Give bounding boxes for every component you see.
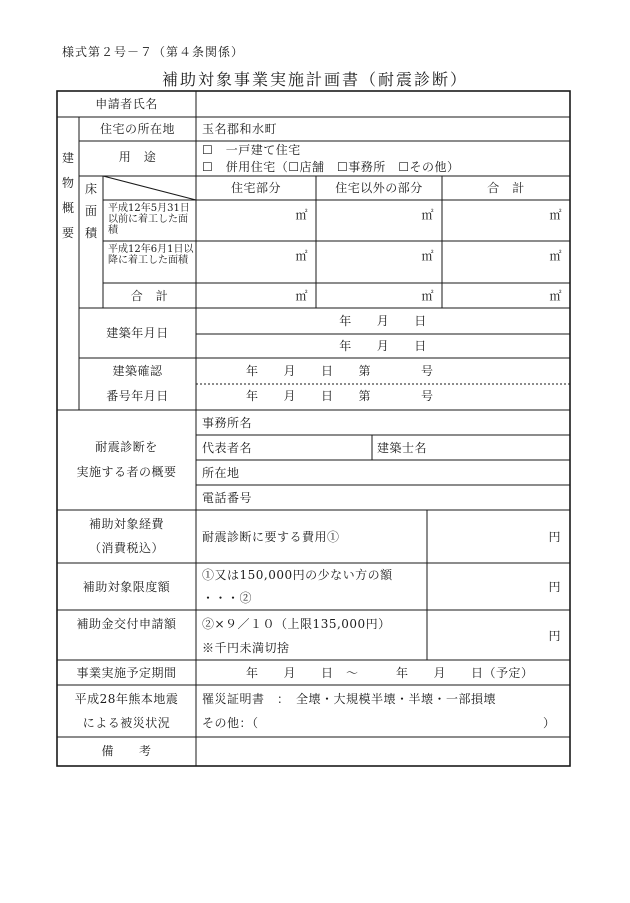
col-total: 合 計: [487, 181, 525, 195]
col-nonresidential: 住宅以外の部分: [335, 181, 423, 195]
usage-option-detached[interactable]: ☐ 一戸建て住宅: [202, 143, 301, 157]
col-residential: 住宅部分: [230, 181, 281, 195]
disaster-other-field[interactable]: その他：（: [202, 716, 259, 730]
address-field[interactable]: 玉名郡和水町: [202, 122, 278, 136]
confirm-line-1[interactable]: 年 月 日 第 号: [246, 364, 434, 378]
row-after-label: 平成12年6月1日以降に着工した面積: [108, 244, 194, 266]
representative-field[interactable]: 代表者名: [202, 441, 253, 455]
disaster-label-2: による被災状況: [82, 716, 171, 730]
limit-label: 補助対象限度額: [82, 580, 171, 594]
form-number: 様式第２号－７（第４条関係）: [62, 45, 245, 59]
location-field[interactable]: 所在地: [202, 466, 240, 480]
floor-area-label: 床面積: [84, 182, 97, 240]
address-label: 住宅の所在地: [99, 122, 175, 136]
applicant-label: 申請者氏名: [95, 97, 158, 111]
row-sum-label: 合 計: [130, 289, 169, 303]
area-unit: ㎡: [549, 208, 562, 222]
period-field[interactable]: 年 月 日 ～ 年 月 日（予定）: [246, 666, 534, 680]
architect-field[interactable]: 建築士名: [377, 441, 428, 455]
area-unit: ㎡: [421, 249, 434, 263]
disaster-close-paren: ）: [543, 716, 556, 730]
usage-label: 用 途: [118, 150, 157, 164]
confirm-label: 建築確認: [112, 364, 163, 378]
disaster-label-1: 平成28年熊本地震: [74, 692, 179, 706]
limit-amount-field[interactable]: 円: [548, 580, 561, 594]
remarks-label: 備 考: [101, 744, 152, 758]
built-date-line-1[interactable]: 年 月 日: [339, 314, 427, 328]
grant-amount-field[interactable]: 円: [548, 629, 561, 643]
usage-option-mixed[interactable]: ☐ 併用住宅（☐店舗 ☐事務所 ☐その他）: [202, 160, 460, 174]
area-unit: ㎡: [421, 289, 434, 303]
limit-desc-2: ・・・②: [202, 591, 253, 605]
built-date-line-2[interactable]: 年 月 日: [339, 339, 427, 353]
area-unit: ㎡: [421, 208, 434, 222]
area-unit: ㎡: [295, 249, 308, 263]
office-name-field[interactable]: 事務所名: [202, 416, 253, 430]
area-unit: ㎡: [549, 249, 562, 263]
cost-label-2: （消費税込）: [88, 541, 164, 555]
page-title: 補助対象事業実施計画書（耐震診断）: [161, 70, 468, 89]
cost-desc: 耐震診断に要する費用①: [202, 530, 340, 544]
grant-desc-2: ※千円未満切捨: [202, 641, 290, 655]
confirm-date-label: 番号年月日: [106, 389, 169, 403]
built-date-label: 建築年月日: [106, 326, 169, 340]
disaster-certificate-options[interactable]: 罹災証明書 ： 全壊・大規模半壊・半壊・一部損壊: [202, 692, 497, 706]
cost-amount-field[interactable]: 円: [548, 530, 561, 544]
row-before-label: 平成12年5月31日以前に着工した面積: [108, 203, 190, 236]
confirm-line-2[interactable]: 年 月 日 第 号: [246, 389, 434, 403]
cost-label-1: 補助対象経費: [88, 517, 164, 531]
diagnosis-label-2: 実施する者の概要: [76, 465, 177, 479]
area-unit: ㎡: [295, 289, 308, 303]
building-section-label: 建物概要: [61, 151, 74, 240]
period-label: 事業実施予定期間: [76, 666, 177, 680]
remarks-field[interactable]: [202, 744, 562, 760]
phone-field[interactable]: 電話番号: [202, 491, 253, 505]
area-unit: ㎡: [295, 208, 308, 222]
grant-label: 補助金交付申請額: [76, 617, 177, 631]
grant-desc-1: ②×９／１０（上限135,000円）: [202, 617, 391, 631]
diagnosis-label-1: 耐震診断を: [95, 440, 158, 454]
limit-desc-1: ①又は150,000円の少ない方の額: [202, 568, 393, 582]
area-unit: ㎡: [549, 289, 562, 303]
